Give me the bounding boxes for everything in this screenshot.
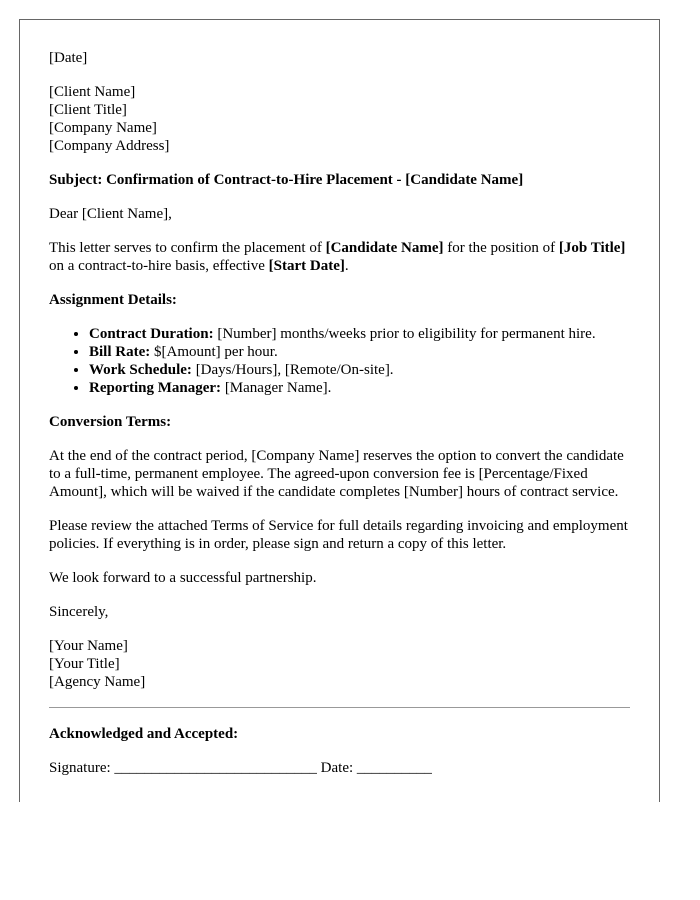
assignment-item-label: Contract Duration: bbox=[89, 326, 214, 342]
review-paragraph: Please review the attached Terms of Service for full details regarding invoicing and employment policies. If everything is in order, please sign and return a copy of this letter. bbox=[49, 518, 628, 552]
conversion-heading: Conversion Terms: bbox=[49, 414, 172, 430]
recipient-title: [Client Title] bbox=[49, 102, 127, 118]
assignment-item-text: $[Amount] per hour. bbox=[150, 344, 278, 360]
signature-label: Signature: bbox=[49, 760, 115, 776]
date-field[interactable]: __________ bbox=[356, 760, 432, 776]
conversion-paragraph: At the end of the contract period, [Company Name] reserves the option to convert the candidate to a full-time, permanent employee. The agreed-upon conversion fee is [Percentage/Fixed Amount], which will be waived if the candidate completes [Number] hours of contract service. bbox=[49, 448, 624, 500]
assignment-item-text: [Manager Name]. bbox=[221, 380, 332, 396]
sender-name: [Your Name] bbox=[49, 638, 128, 654]
intro-text-4: . bbox=[344, 258, 349, 274]
sender-block bbox=[49, 637, 630, 691]
letter-date: [Date] bbox=[49, 50, 88, 66]
intro-text-2: for the position of bbox=[443, 240, 559, 256]
assignment-item-text: [Days/Hours], [Remote/On-site]. bbox=[191, 362, 394, 378]
letter-subject: Subject: Confirmation of Contract-to-Hire Placement - [Candidate Name] bbox=[49, 172, 524, 188]
assignment-item-label: Work Schedule: bbox=[89, 362, 192, 378]
recipient-name: [Client Name] bbox=[49, 84, 136, 100]
recipient-block bbox=[49, 83, 630, 155]
assignment-list bbox=[49, 325, 630, 397]
intro-text-3: on a contract-to-hire basis, effective bbox=[49, 258, 269, 274]
assignment-item-reporting-manager bbox=[89, 379, 630, 397]
sender-agency: [Agency Name] bbox=[49, 674, 146, 690]
date-label: Date: bbox=[316, 760, 357, 776]
divider bbox=[49, 707, 630, 708]
sign-off: Sincerely, bbox=[49, 604, 109, 620]
letter-page bbox=[19, 19, 660, 802]
signature-line bbox=[49, 759, 630, 777]
assignment-item-contract-duration bbox=[89, 325, 630, 343]
start-date: [Start Date] bbox=[268, 258, 345, 274]
sender-title: [Your Title] bbox=[49, 656, 120, 672]
assignment-item-label: Bill Rate: bbox=[89, 344, 151, 360]
job-title: [Job Title] bbox=[558, 240, 626, 256]
closing-line: We look forward to a successful partnership. bbox=[49, 570, 317, 586]
recipient-address: [Company Address] bbox=[49, 138, 170, 154]
assignment-item-work-schedule bbox=[89, 361, 630, 379]
salutation: Dear [Client Name], bbox=[49, 206, 172, 222]
assignment-item-text: [Number] months/weeks prior to eligibility for permanent hire. bbox=[213, 326, 596, 342]
assignment-item-label: Reporting Manager: bbox=[89, 380, 222, 396]
intro-text-1: This letter serves to confirm the placement of bbox=[49, 240, 326, 256]
candidate-name: [Candidate Name] bbox=[325, 240, 444, 256]
intro-paragraph bbox=[49, 239, 630, 275]
assignment-item-bill-rate bbox=[89, 343, 630, 361]
assignment-heading: Assignment Details: bbox=[49, 292, 177, 308]
signature-field[interactable]: ___________________________ bbox=[114, 760, 317, 776]
acknowledgement-heading: Acknowledged and Accepted: bbox=[49, 726, 239, 742]
recipient-company: [Company Name] bbox=[49, 120, 157, 136]
